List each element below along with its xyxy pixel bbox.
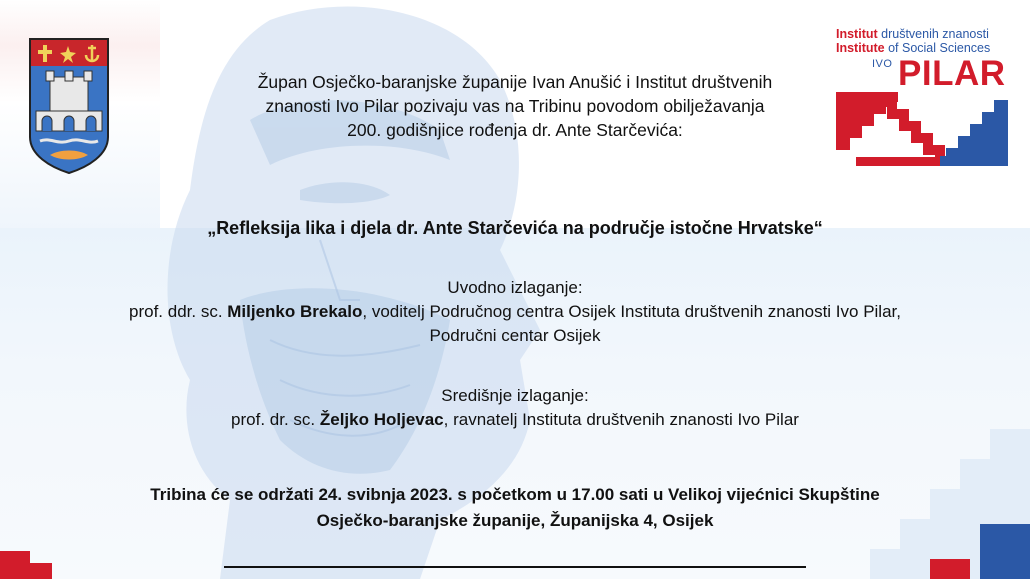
intro-text: Župan Osječko-baranjske županije Ivan Anušić i Institut društvenih znanosti Ivo Pilar pozivaju vas na Tribinu povodom obilježavanja 200. godišnjice rođenja dr. Ante Starčevića: xyxy=(257,72,773,140)
logo-pilar-wordmark: PILAR xyxy=(898,54,1006,93)
event-details: Tribina će se održati 24. svibnja 2023. s početkom u 17.00 sati u Velikoj vijećnici Skupštine Osječko-baranjske županije, Županijska 4, Osijek xyxy=(150,485,880,530)
county-coat-of-arms-icon xyxy=(28,37,110,175)
central-label: Središnje izlaganje: xyxy=(441,386,589,405)
opening-label: Uvodno izlaganje: xyxy=(447,278,583,297)
pilar-institute-logo: Institut društvenih znanosti Institute of Social Sciences IVO PILAR xyxy=(836,26,1008,166)
opening-speaker: Miljenko Brekalo xyxy=(227,302,363,321)
logo-ivo: IVO xyxy=(872,58,893,70)
central-lecture: Središnje izlaganje: prof. dr. sc. Željko Holjevac, ravnatelj Instituta društvenih znanosti Ivo Pilar xyxy=(40,384,990,432)
opening-lecture: Uvodno izlaganje: prof. ddr. sc. Miljenko Brekalo, voditelj Područnog centra Osijek Instituta društvenih znanosti Ivo Pilar, Područni centar Osijek xyxy=(40,276,990,348)
central-speaker: Željko Holjevac xyxy=(319,410,444,429)
event-title: „Refleksija lika i djela dr. Ante Starčevića na područje istočne Hrvatske“ xyxy=(207,218,823,238)
logo-stairs-icon xyxy=(836,92,1008,166)
divider-line xyxy=(224,566,806,568)
